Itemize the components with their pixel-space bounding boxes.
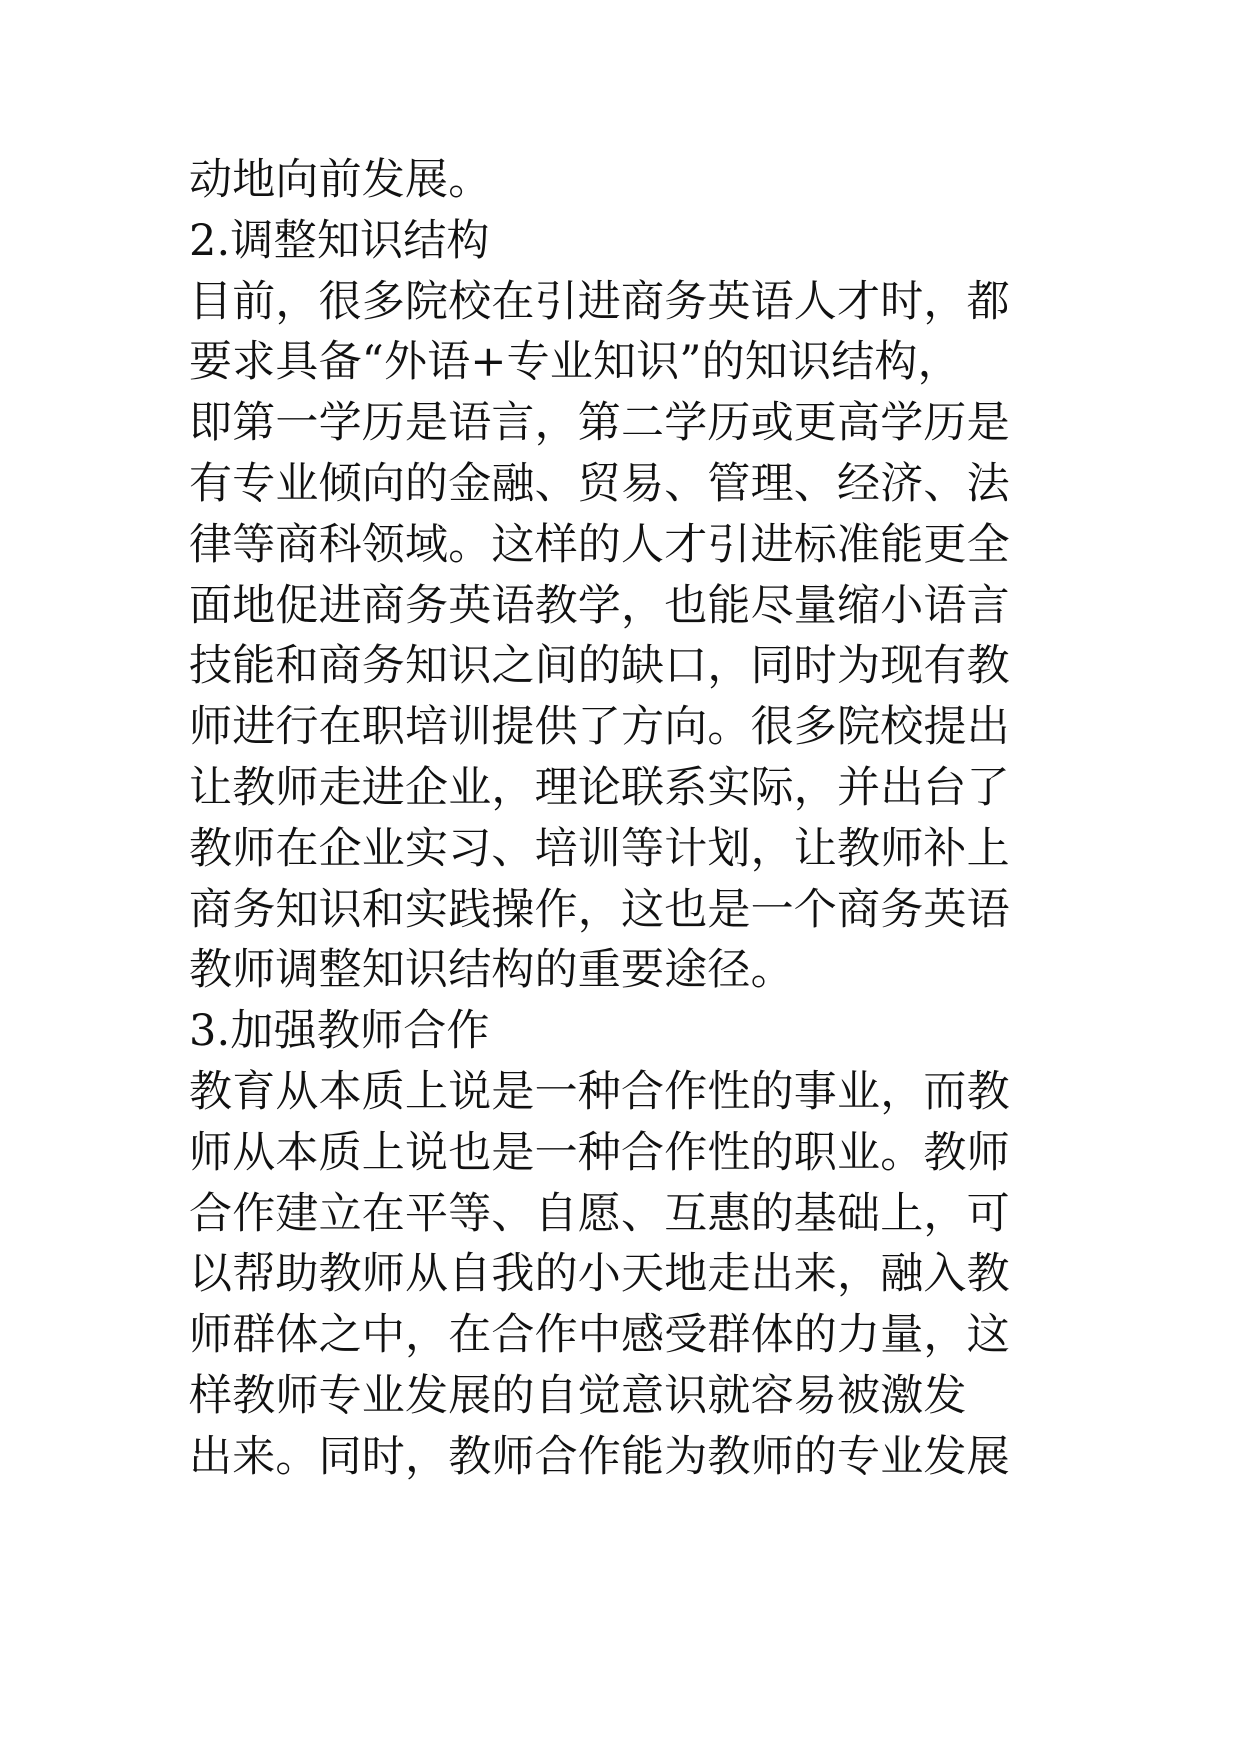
text-line: 律等商科领域。这样的人才引进标准能更全 <box>189 519 1010 570</box>
text-line: 师从本质上说也是一种合作性的职业。教师 <box>189 1127 1010 1178</box>
body-text <box>189 150 1069 1488</box>
text-line: 以帮助教师从自我的小天地走出来，融入教 <box>189 1249 1010 1300</box>
section-heading-2: 2.调整知识结构 <box>189 215 490 266</box>
text-line: 教师在企业实习、培训等计划，让教师补上 <box>189 823 1010 874</box>
text-line: 合作建立在平等、自愿、互惠的基础上，可 <box>189 1188 1010 1239</box>
text-line: 让教师走进企业，理论联系实际，并出台了 <box>189 762 1010 813</box>
text-line: 商务知识和实践操作，这也是一个商务英语 <box>189 884 1010 935</box>
section-heading-3: 3.加强教师合作 <box>189 1006 490 1057</box>
text-line: 出来。同时，教师合作能为教师的专业发展 <box>189 1431 1010 1482</box>
text-line: 师进行在职培训提供了方向。很多院校提出 <box>189 702 1010 753</box>
text-line: 即第一学历是语言，第二学历或更高学历是 <box>189 398 1010 449</box>
text-line: 技能和商务知识之间的缺口，同时为现有教 <box>189 641 1010 692</box>
text-line: 师群体之中，在合作中感受群体的力量，这 <box>189 1310 1010 1361</box>
text-line: 面地促进商务英语教学，也能尽量缩小语言 <box>189 580 1010 631</box>
text-line: 目前，很多院校在引进商务英语人才时，都 <box>189 276 1010 327</box>
text-line: 要求具备“外语+专业知识”的知识结构， <box>189 337 961 388</box>
text-line: 样教师专业发展的自觉意识就容易被激发 <box>189 1370 967 1421</box>
text-line: 教师调整知识结构的重要途径。 <box>189 945 794 996</box>
text-line: 教育从本质上说是一种合作性的事业，而教 <box>189 1066 1010 1117</box>
text-line: 动地向前发展。 <box>189 155 492 205</box>
text-line: 有专业倾向的金融、贸易、管理、经济、法 <box>189 458 1010 509</box>
